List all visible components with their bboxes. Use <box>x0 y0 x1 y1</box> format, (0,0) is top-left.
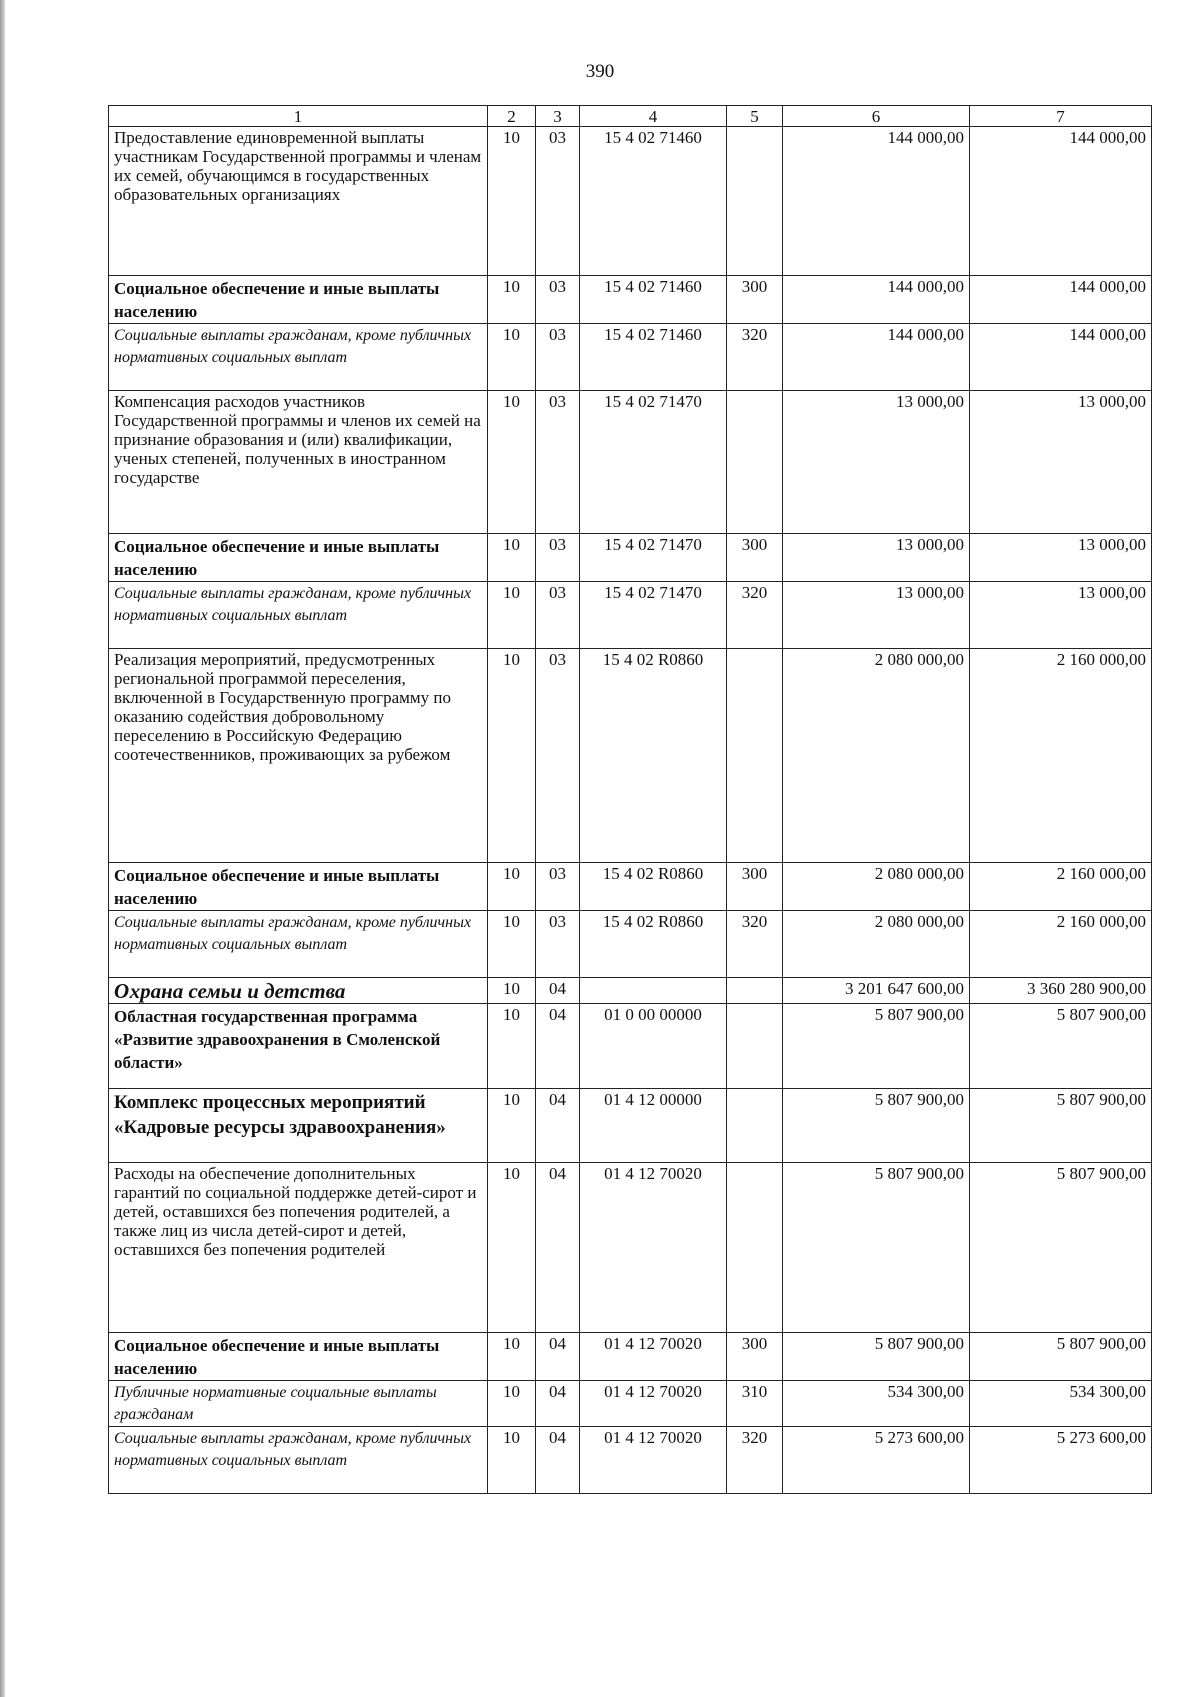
table-row <box>109 127 1152 276</box>
target-article-code: 15 4 02 71470 <box>580 582 727 649</box>
amount-year-1: 13 000,00 <box>783 534 970 582</box>
table-row <box>109 863 1152 911</box>
amount-year-2: 144 000,00 <box>970 324 1152 391</box>
expense-type-code <box>727 649 783 863</box>
header-cell: 2 <box>488 106 536 127</box>
expense-type-code: 300 <box>727 276 783 324</box>
header-cell: 7 <box>970 106 1152 127</box>
table-row <box>109 1381 1152 1427</box>
row-label: Социальные выплаты гражданам, кроме публичных нормативных социальных выплат <box>109 324 488 391</box>
amount-year-2: 144 000,00 <box>970 276 1152 324</box>
target-article-code: 15 4 02 71470 <box>580 534 727 582</box>
target-article-code: 01 4 12 70020 <box>580 1163 727 1333</box>
table-row <box>109 324 1152 391</box>
header-cell: 3 <box>536 106 580 127</box>
header-cell: 1 <box>109 106 488 127</box>
target-article-code: 01 4 12 70020 <box>580 1333 727 1381</box>
section-code: 10 <box>488 534 536 582</box>
target-article-code: 15 4 02 71470 <box>580 391 727 534</box>
row-label: Социальное обеспечение и иные выплаты населению <box>109 276 488 324</box>
target-article-code: 15 4 02 71460 <box>580 324 727 391</box>
target-article-code: 15 4 02 R0860 <box>580 911 727 978</box>
target-article-code: 01 0 00 00000 <box>580 1004 727 1089</box>
section-code: 10 <box>488 582 536 649</box>
row-label: Социальное обеспечение и иные выплаты населению <box>109 1333 488 1381</box>
header-cell: 5 <box>727 106 783 127</box>
expense-type-code <box>727 978 783 1004</box>
row-label: Социальное обеспечение и иные выплаты населению <box>109 534 488 582</box>
amount-year-1: 5 273 600,00 <box>783 1427 970 1494</box>
header-cell: 6 <box>783 106 970 127</box>
budget-table <box>108 105 1152 1494</box>
target-article-code: 15 4 02 71460 <box>580 127 727 276</box>
subsection-code: 04 <box>536 1004 580 1089</box>
subsection-code: 04 <box>536 1333 580 1381</box>
amount-year-1: 2 080 000,00 <box>783 863 970 911</box>
subsection-code: 04 <box>536 1427 580 1494</box>
amount-year-2: 2 160 000,00 <box>970 649 1152 863</box>
section-code: 10 <box>488 1089 536 1163</box>
expense-type-code <box>727 1163 783 1333</box>
row-label: Расходы на обеспечение дополнительных гарантий по социальной поддержке детей-сирот и детей, оставшихся без попечения родителей, а также лиц из числа детей-сирот и детей, оставшихся без попечения родителей <box>109 1163 488 1333</box>
table-row <box>109 582 1152 649</box>
subsection-code: 04 <box>536 1163 580 1333</box>
table-row <box>109 1089 1152 1163</box>
expense-type-code: 310 <box>727 1381 783 1427</box>
table-row <box>109 1427 1152 1494</box>
amount-year-2: 5 807 900,00 <box>970 1163 1152 1333</box>
subsection-code: 03 <box>536 582 580 649</box>
subsection-code: 04 <box>536 1089 580 1163</box>
section-code: 10 <box>488 276 536 324</box>
section-code: 10 <box>488 324 536 391</box>
expense-type-code: 300 <box>727 534 783 582</box>
table-row <box>109 1333 1152 1381</box>
row-label: Охрана семьи и детства <box>109 978 488 1004</box>
amount-year-1: 5 807 900,00 <box>783 1004 970 1089</box>
section-code: 10 <box>488 1163 536 1333</box>
expense-type-code <box>727 1089 783 1163</box>
section-code: 10 <box>488 1427 536 1494</box>
amount-year-2: 3 360 280 900,00 <box>970 978 1152 1004</box>
expense-type-code: 320 <box>727 582 783 649</box>
target-article-code: 01 4 12 00000 <box>580 1089 727 1163</box>
amount-year-2: 13 000,00 <box>970 534 1152 582</box>
amount-year-2: 5 807 900,00 <box>970 1004 1152 1089</box>
row-label: Компенсация расходов участников Государственной программы и членов их семей на признание образования и (или) квалификации, ученых степеней, полученных в иностранном государстве <box>109 391 488 534</box>
table-row <box>109 391 1152 534</box>
subsection-code: 03 <box>536 276 580 324</box>
subsection-code: 03 <box>536 127 580 276</box>
column-number-header <box>109 106 1152 127</box>
table-row <box>109 1163 1152 1333</box>
table-row <box>109 534 1152 582</box>
expense-type-code <box>727 391 783 534</box>
expense-type-code: 300 <box>727 1333 783 1381</box>
expense-type-code: 320 <box>727 324 783 391</box>
table-row <box>109 911 1152 978</box>
amount-year-1: 534 300,00 <box>783 1381 970 1427</box>
subsection-code: 03 <box>536 324 580 391</box>
row-label: Областная государственная программа «Развитие здравоохранения в Смоленской области» <box>109 1004 488 1089</box>
row-label: Публичные нормативные социальные выплаты гражданам <box>109 1381 488 1427</box>
amount-year-1: 3 201 647 600,00 <box>783 978 970 1004</box>
amount-year-2: 13 000,00 <box>970 582 1152 649</box>
expense-type-code: 300 <box>727 863 783 911</box>
row-label: Предоставление единовременной выплаты участникам Государственной программы и членам их семей, обучающимся в государственных образовательных организациях <box>109 127 488 276</box>
amount-year-2: 144 000,00 <box>970 127 1152 276</box>
subsection-code: 03 <box>536 863 580 911</box>
section-code: 10 <box>488 391 536 534</box>
section-code: 10 <box>488 863 536 911</box>
target-article-code: 15 4 02 R0860 <box>580 649 727 863</box>
amount-year-1: 5 807 900,00 <box>783 1163 970 1333</box>
row-label: Социальные выплаты гражданам, кроме публичных нормативных социальных выплат <box>109 582 488 649</box>
section-code: 10 <box>488 649 536 863</box>
header-cell: 4 <box>580 106 727 127</box>
amount-year-1: 2 080 000,00 <box>783 649 970 863</box>
section-code: 10 <box>488 978 536 1004</box>
target-article-code: 01 4 12 70020 <box>580 1381 727 1427</box>
amount-year-1: 144 000,00 <box>783 276 970 324</box>
subsection-code: 03 <box>536 649 580 863</box>
subsection-code: 03 <box>536 911 580 978</box>
table-row <box>109 276 1152 324</box>
row-label: Социальные выплаты гражданам, кроме публичных нормативных социальных выплат <box>109 1427 488 1494</box>
section-code: 10 <box>488 1333 536 1381</box>
target-article-code: 15 4 02 R0860 <box>580 863 727 911</box>
table-row <box>109 978 1152 1004</box>
amount-year-2: 13 000,00 <box>970 391 1152 534</box>
amount-year-2: 5 807 900,00 <box>970 1333 1152 1381</box>
row-label: Реализация мероприятий, предусмотренных региональной программой переселения, включенной в Государственную программу по оказанию содействия добровольному переселению в Российскую Федерацию соотечественников, проживающих за рубежом <box>109 649 488 863</box>
amount-year-1: 13 000,00 <box>783 391 970 534</box>
expense-type-code: 320 <box>727 911 783 978</box>
amount-year-2: 534 300,00 <box>970 1381 1152 1427</box>
target-article-code <box>580 978 727 1004</box>
section-code: 10 <box>488 127 536 276</box>
amount-year-1: 144 000,00 <box>783 127 970 276</box>
section-code: 10 <box>488 1381 536 1427</box>
amount-year-1: 5 807 900,00 <box>783 1089 970 1163</box>
expense-type-code <box>727 1004 783 1089</box>
target-article-code: 15 4 02 71460 <box>580 276 727 324</box>
amount-year-2: 2 160 000,00 <box>970 863 1152 911</box>
target-article-code: 01 4 12 70020 <box>580 1427 727 1494</box>
subsection-code: 04 <box>536 978 580 1004</box>
amount-year-1: 144 000,00 <box>783 324 970 391</box>
table-row <box>109 1004 1152 1089</box>
subsection-code: 04 <box>536 1381 580 1427</box>
table-row <box>109 649 1152 863</box>
scan-edge <box>0 0 5 1697</box>
expense-type-code <box>727 127 783 276</box>
section-code: 10 <box>488 1004 536 1089</box>
amount-year-2: 5 807 900,00 <box>970 1089 1152 1163</box>
amount-year-2: 5 273 600,00 <box>970 1427 1152 1494</box>
subsection-code: 03 <box>536 534 580 582</box>
amount-year-1: 2 080 000,00 <box>783 911 970 978</box>
amount-year-1: 13 000,00 <box>783 582 970 649</box>
amount-year-1: 5 807 900,00 <box>783 1333 970 1381</box>
row-label: Социальные выплаты гражданам, кроме публичных нормативных социальных выплат <box>109 911 488 978</box>
section-code: 10 <box>488 911 536 978</box>
page-number: 390 <box>585 61 615 82</box>
subsection-code: 03 <box>536 391 580 534</box>
expense-type-code: 320 <box>727 1427 783 1494</box>
row-label: Комплекс процессных мероприятий «Кадровые ресурсы здравоохранения» <box>109 1089 488 1163</box>
row-label: Социальное обеспечение и иные выплаты населению <box>109 863 488 911</box>
amount-year-2: 2 160 000,00 <box>970 911 1152 978</box>
